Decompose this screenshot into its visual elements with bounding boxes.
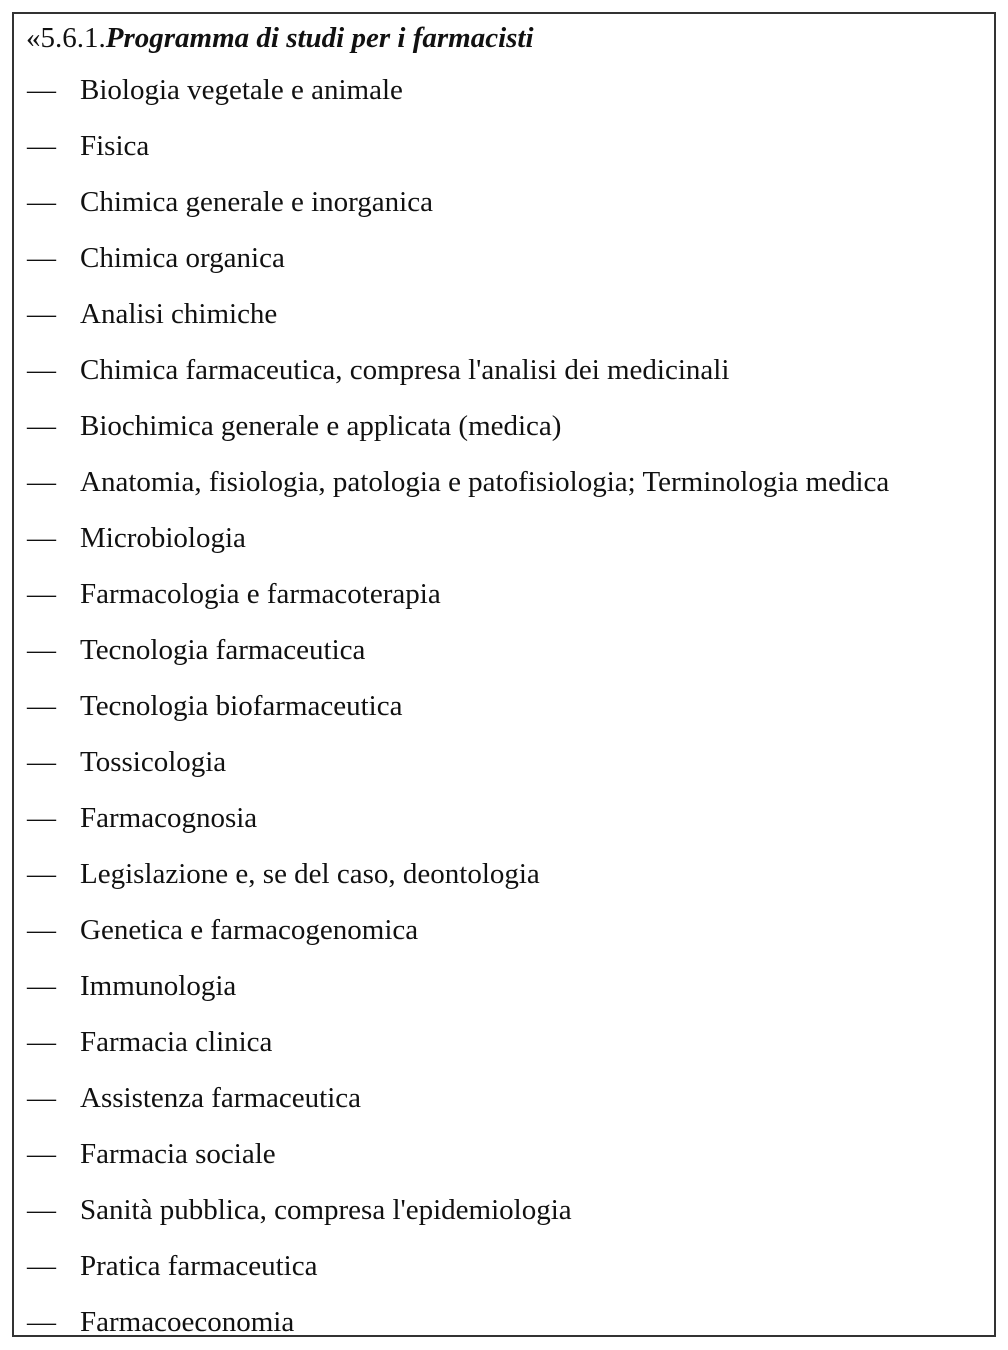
dash-bullet: — — [27, 1026, 56, 1058]
dash-bullet: — — [27, 1250, 56, 1282]
subject-label: Tecnologia farmaceutica — [80, 634, 366, 666]
subject-label: Analisi chimiche — [80, 298, 278, 330]
list-item — [14, 902, 994, 958]
dash-bullet: — — [27, 242, 56, 274]
list-item — [14, 1070, 994, 1126]
list-item — [14, 846, 994, 902]
list-item — [14, 734, 994, 790]
dash-bullet: — — [27, 970, 56, 1002]
subject-label: Farmacia sociale — [80, 1138, 276, 1170]
subject-label: Farmacoeconomia — [80, 1306, 295, 1337]
subject-label: Sanità pubblica, compresa l'epidemiologia — [80, 1194, 572, 1226]
dash-bullet: — — [27, 298, 56, 330]
list-item — [14, 342, 994, 398]
subject-label: Assistenza farmaceutica — [80, 1082, 361, 1114]
subject-list — [14, 62, 994, 1337]
list-item — [14, 566, 994, 622]
dash-bullet: — — [27, 354, 56, 386]
subject-label: Farmacognosia — [80, 802, 258, 834]
dash-bullet: — — [27, 522, 56, 554]
list-item — [14, 958, 994, 1014]
dash-bullet: — — [27, 1306, 56, 1337]
section-number: «5.6.1. — [26, 22, 106, 54]
subject-label: Genetica e farmacogenomica — [80, 914, 419, 946]
subject-label: Chimica farmaceutica, compresa l'analisi dei medicinali — [80, 354, 730, 386]
list-item — [14, 1238, 994, 1294]
list-item — [14, 510, 994, 566]
list-item — [14, 454, 994, 510]
dash-bullet: — — [27, 74, 56, 106]
list-item — [14, 398, 994, 454]
subject-label: Tecnologia biofarmaceutica — [80, 690, 403, 722]
subject-label: Chimica generale e inorganica — [80, 186, 433, 218]
list-item — [14, 622, 994, 678]
dash-bullet: — — [27, 858, 56, 890]
curriculum-table — [12, 12, 996, 1337]
dash-bullet: — — [27, 1138, 56, 1170]
list-item — [14, 118, 994, 174]
dash-bullet: — — [27, 130, 56, 162]
dash-bullet: — — [27, 410, 56, 442]
list-item — [14, 678, 994, 734]
dash-bullet: — — [27, 690, 56, 722]
subject-label: Farmacia clinica — [80, 1026, 273, 1058]
list-item — [14, 1014, 994, 1070]
dash-bullet: — — [27, 802, 56, 834]
list-item — [14, 62, 994, 118]
dash-bullet: — — [27, 466, 56, 498]
list-item — [14, 790, 994, 846]
subject-label: Fisica — [80, 130, 150, 162]
subject-label: Anatomia, fisiologia, patologia e patofisiologia; Terminologia medica — [80, 466, 890, 498]
subject-label: Chimica organica — [80, 242, 285, 274]
list-item — [14, 1126, 994, 1182]
dash-bullet: — — [27, 186, 56, 218]
dash-bullet: — — [27, 578, 56, 610]
list-item — [14, 174, 994, 230]
subject-label: Biologia vegetale e animale — [80, 74, 403, 106]
list-item — [14, 1182, 994, 1238]
dash-bullet: — — [27, 914, 56, 946]
subject-label: Legislazione e, se del caso, deontologia — [80, 858, 540, 890]
subject-label: Farmacologia e farmacoterapia — [80, 578, 441, 610]
dash-bullet: — — [27, 634, 56, 666]
dash-bullet: — — [27, 1194, 56, 1226]
section-title: Programma di studi per i farmacisti — [105, 22, 534, 54]
list-item — [14, 1294, 994, 1337]
subject-label: Microbiologia — [80, 522, 246, 554]
list-item — [14, 230, 994, 286]
dash-bullet: — — [27, 1082, 56, 1114]
subject-label: Pratica farmaceutica — [80, 1250, 318, 1282]
subject-label: Tossicologia — [80, 746, 227, 778]
section-heading — [14, 14, 994, 62]
subject-label: Biochimica generale e applicata (medica) — [80, 410, 562, 442]
dash-bullet: — — [27, 746, 56, 778]
subject-label: Immunologia — [80, 970, 237, 1002]
list-item — [14, 286, 994, 342]
